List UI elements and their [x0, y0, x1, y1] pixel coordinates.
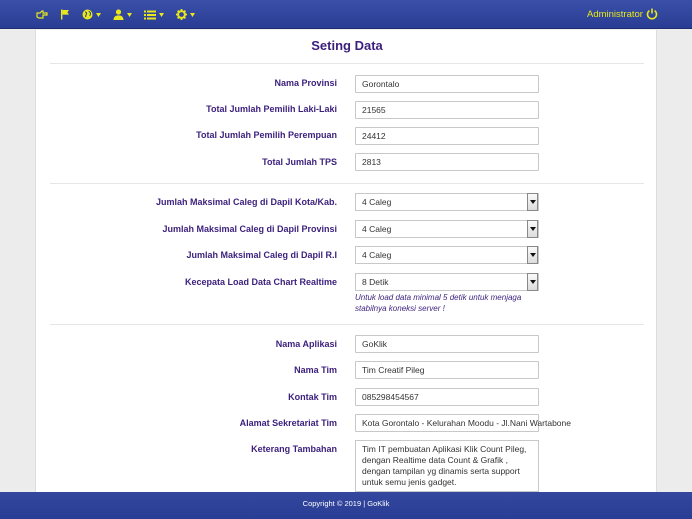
- provinsi-label: Nama Provinsi: [274, 78, 337, 88]
- load-speed-value: 8 Detik: [362, 277, 389, 287]
- nav-icon-group: [30, 0, 201, 29]
- dropdown-arrow-icon[interactable]: [527, 193, 538, 211]
- pemilih-perempuan-label: Total Jumlah Pemilih Perempuan: [196, 130, 337, 140]
- caleg-provinsi-label: Jumlah Maksimal Caleg di Dapil Provinsi: [162, 224, 337, 234]
- tps-input[interactable]: 2813: [355, 153, 539, 171]
- hand-point-icon[interactable]: [30, 0, 54, 29]
- tps-label: Total Jumlah TPS: [262, 157, 337, 167]
- top-navbar: [0, 0, 692, 29]
- load-speed-label: Kecepata Load Data Chart Realtime: [184, 277, 337, 287]
- caleg-kota-value: 4 Caleg: [362, 197, 392, 207]
- nama-aplikasi-input[interactable]: GoKlik: [355, 335, 539, 353]
- chevron-down-icon: [96, 13, 101, 17]
- user-name-link[interactable]: Administrator: [587, 9, 643, 20]
- kontak-tim-input[interactable]: 085298454567: [355, 388, 539, 406]
- caleg-kota-label: Jumlah Maksimal Caleg di Dapil Kota/Kab.: [155, 197, 337, 207]
- dropdown-arrow-icon[interactable]: [527, 246, 538, 264]
- keterangan-textarea[interactable]: Tim IT pembuatan Aplikasi Klik Count Pileg, dengan Realtime data Count & Grafik , dengan tampilan yg dinamis serta support untuk semu jenis gadget.: [355, 440, 539, 492]
- gear-icon[interactable]: [170, 0, 201, 29]
- user-icon[interactable]: [107, 0, 138, 29]
- footer: Copyright © 2019 | GoKlik: [0, 492, 692, 519]
- page-title: Seting Data: [311, 38, 383, 53]
- caleg-ri-label: Jumlah Maksimal Caleg di Dapil R.I: [186, 250, 337, 260]
- settings-panel: [35, 30, 657, 492]
- kontak-tim-label: Kontak Tim: [288, 392, 337, 402]
- chevron-down-icon: [159, 13, 164, 17]
- caleg-provinsi-value: 4 Caleg: [362, 224, 392, 234]
- alamat-input[interactable]: Kota Gorontalo - Kelurahan Moodu - Jl.Nani Wartabone: [355, 414, 539, 432]
- chevron-down-icon: [190, 13, 195, 17]
- load-speed-select[interactable]: [355, 273, 539, 291]
- pemilih-laki-label: Total Jumlah Pemilih Laki-Laki: [206, 104, 337, 114]
- caleg-kota-select[interactable]: [355, 193, 539, 211]
- caleg-ri-select[interactable]: [355, 246, 539, 264]
- flag-icon[interactable]: [54, 0, 76, 29]
- load-speed-hint: Untuk load data minimal 5 detik untuk menjaga stabilnya koneksi server !: [355, 293, 522, 313]
- dropdown-arrow-icon[interactable]: [527, 273, 538, 291]
- globe-icon[interactable]: [76, 0, 107, 29]
- caleg-ri-value: 4 Caleg: [362, 250, 392, 260]
- divider: [50, 324, 644, 325]
- dropdown-arrow-icon[interactable]: [527, 220, 538, 238]
- divider: [50, 63, 644, 64]
- pemilih-perempuan-input[interactable]: 24412: [355, 127, 539, 145]
- divider: [50, 183, 644, 184]
- alamat-label: Alamat Sekretariat Tim: [239, 418, 337, 428]
- nama-tim-label: Nama Tim: [294, 365, 337, 375]
- nama-aplikasi-label: Nama Aplikasi: [275, 339, 337, 349]
- chevron-down-icon: [127, 13, 132, 17]
- nama-tim-input[interactable]: Tim Creatif Pileg: [355, 361, 539, 379]
- caleg-provinsi-select[interactable]: [355, 220, 539, 238]
- list-icon[interactable]: [138, 0, 170, 29]
- provinsi-input[interactable]: Gorontalo: [355, 75, 539, 93]
- keterangan-label: Keterang Tambahan: [251, 444, 337, 454]
- pemilih-laki-input[interactable]: 21565: [355, 101, 539, 119]
- power-icon[interactable]: [646, 7, 660, 21]
